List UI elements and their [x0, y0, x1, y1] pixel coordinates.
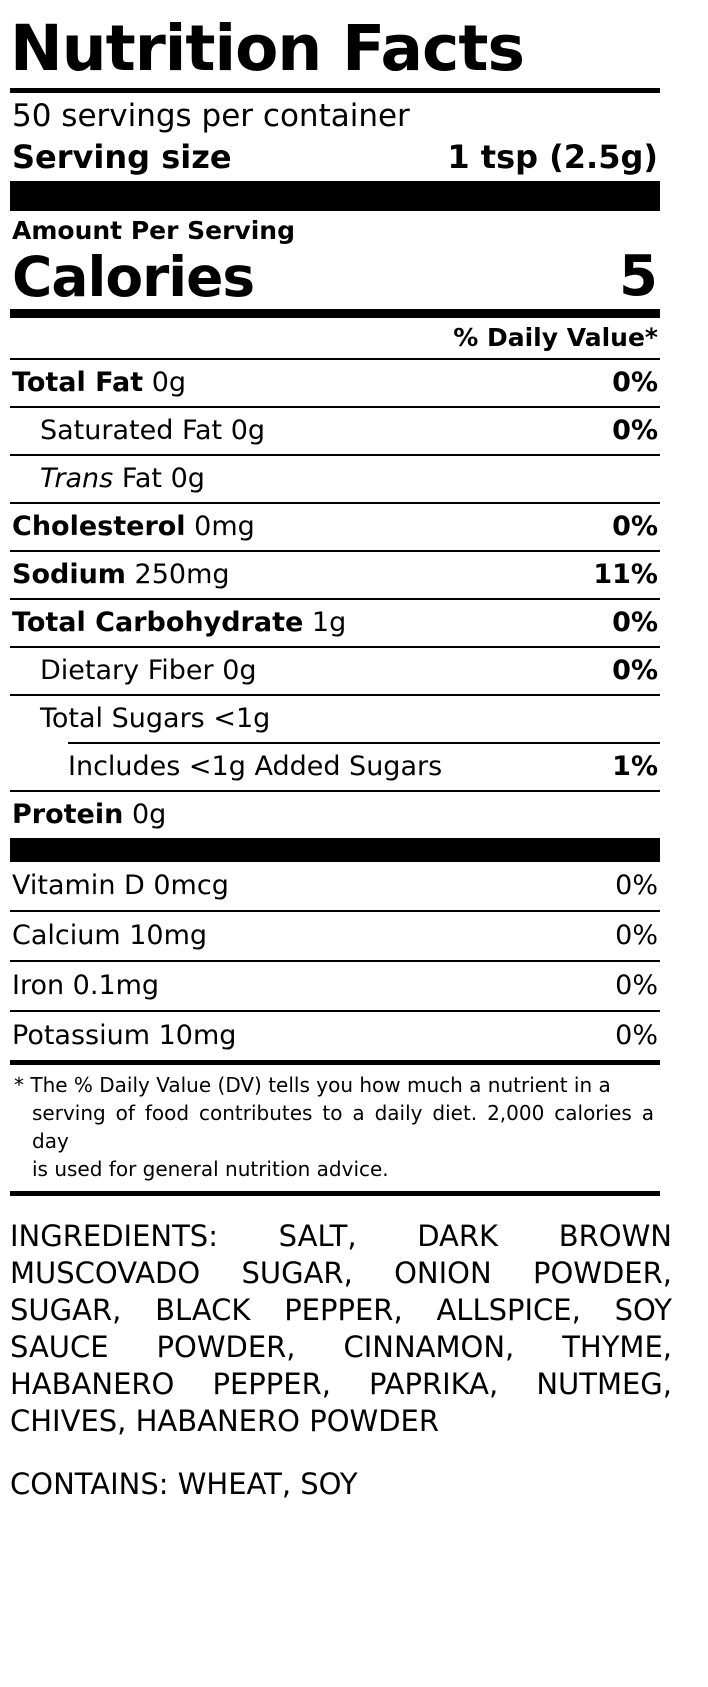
serving-size-row — [10, 136, 660, 181]
nutrient-dv: 11% — [593, 559, 658, 590]
nutrient-name: Total Sugars <1g — [40, 703, 271, 734]
vitamin-dv: 0% — [615, 870, 658, 901]
nutrient-name: Saturated Fat 0g — [40, 415, 266, 446]
nutrition-facts-label — [0, 12, 708, 1503]
nutrient-dv: 0% — [612, 607, 658, 638]
nutrient-dv: 0% — [612, 415, 658, 446]
serving-size-label: Serving size — [12, 138, 232, 176]
vitamin-dv: 0% — [615, 920, 658, 951]
nutrient-name: Protein 0g — [12, 799, 167, 830]
vitamin-name: Calcium 10mg — [12, 920, 208, 951]
vitamin-row-potassium — [10, 1012, 660, 1060]
calories-value: 5 — [619, 244, 658, 309]
nutrition-facts-panel — [10, 12, 672, 1503]
vitamin-name: Potassium 10mg — [12, 1020, 237, 1051]
footnote-line-2: serving of food contributes to a daily diet. 2,000 calories a day — [32, 1101, 654, 1153]
nutrient-name: Sodium 250mg — [12, 559, 230, 590]
vitamin-row-iron — [10, 962, 660, 1010]
nutrient-dv: 1% — [612, 751, 658, 782]
nutrient-row-added-sugars — [10, 744, 660, 790]
vitamin-name: Vitamin D 0mcg — [12, 870, 229, 901]
nutrient-dv: 0% — [612, 367, 658, 398]
daily-value-footnote — [10, 1065, 660, 1191]
thick-divider-2 — [10, 309, 660, 318]
nutrient-row-trans-fat — [10, 456, 660, 502]
thick-divider-1 — [10, 181, 660, 211]
nutrient-name: Trans Fat 0g — [40, 463, 205, 494]
daily-value-header: % Daily Value* — [453, 323, 658, 352]
nutrient-name: Includes <1g Added Sugars — [68, 751, 443, 782]
nutrient-dv: 0% — [612, 511, 658, 542]
nutrient-dv: 0% — [612, 655, 658, 686]
calories-row — [10, 244, 660, 309]
nutrient-row-total-sugars — [10, 696, 660, 742]
footnote-line-1: * The % Daily Value (DV) tells you how much a nutrient in a — [14, 1073, 611, 1097]
nutrient-name: Total Fat 0g — [12, 367, 187, 398]
vitamin-dv: 0% — [615, 1020, 658, 1051]
nutrient-name: Total Carbohydrate 1g — [12, 607, 347, 638]
footnote-line-3: is used for general nutrition advice. — [32, 1157, 389, 1181]
contains-allergens-text: CONTAINS: WHEAT, SOY — [10, 1467, 358, 1501]
amount-per-serving-label: Amount Per Serving — [12, 216, 295, 245]
nutrient-row-dietary-fiber — [10, 648, 660, 694]
nutrient-row-total-carbohydrate — [10, 600, 660, 646]
nutrient-row-sodium — [10, 552, 660, 598]
thick-divider-3 — [10, 838, 660, 862]
nutrient-row-total-fat — [10, 360, 660, 406]
vitamin-dv: 0% — [615, 970, 658, 1001]
nutrient-row-protein — [10, 792, 660, 838]
vitamin-name: Iron 0.1mg — [12, 970, 160, 1001]
nutrient-row-saturated-fat — [10, 408, 660, 454]
servings-per-container: 50 servings per container — [12, 98, 410, 134]
nutrient-name: Cholesterol 0mg — [12, 511, 255, 542]
ingredients-text: INGREDIENTS: SALT, DARK BROWN MUSCOVADO SUGAR, ONION POWDER, SUGAR, BLACK PEPPER, ALLSPICE, SOY SAUCE POWDER, CINNAMON, THYME, HABANERO PEPPER, PAPRIKA, NUTMEG, CHIVES, HABANERO POWDER — [10, 1219, 672, 1438]
vitamin-row-vitamin-d — [10, 862, 660, 910]
nutrient-name: Dietary Fiber 0g — [40, 655, 257, 686]
serving-size-value: 1 tsp (2.5g) — [447, 138, 658, 176]
divider-below-footnote — [10, 1191, 660, 1196]
page-title: Nutrition Facts — [10, 12, 524, 85]
vitamin-row-calcium — [10, 912, 660, 960]
nutrient-row-cholesterol — [10, 504, 660, 550]
calories-label: Calories — [12, 245, 255, 309]
